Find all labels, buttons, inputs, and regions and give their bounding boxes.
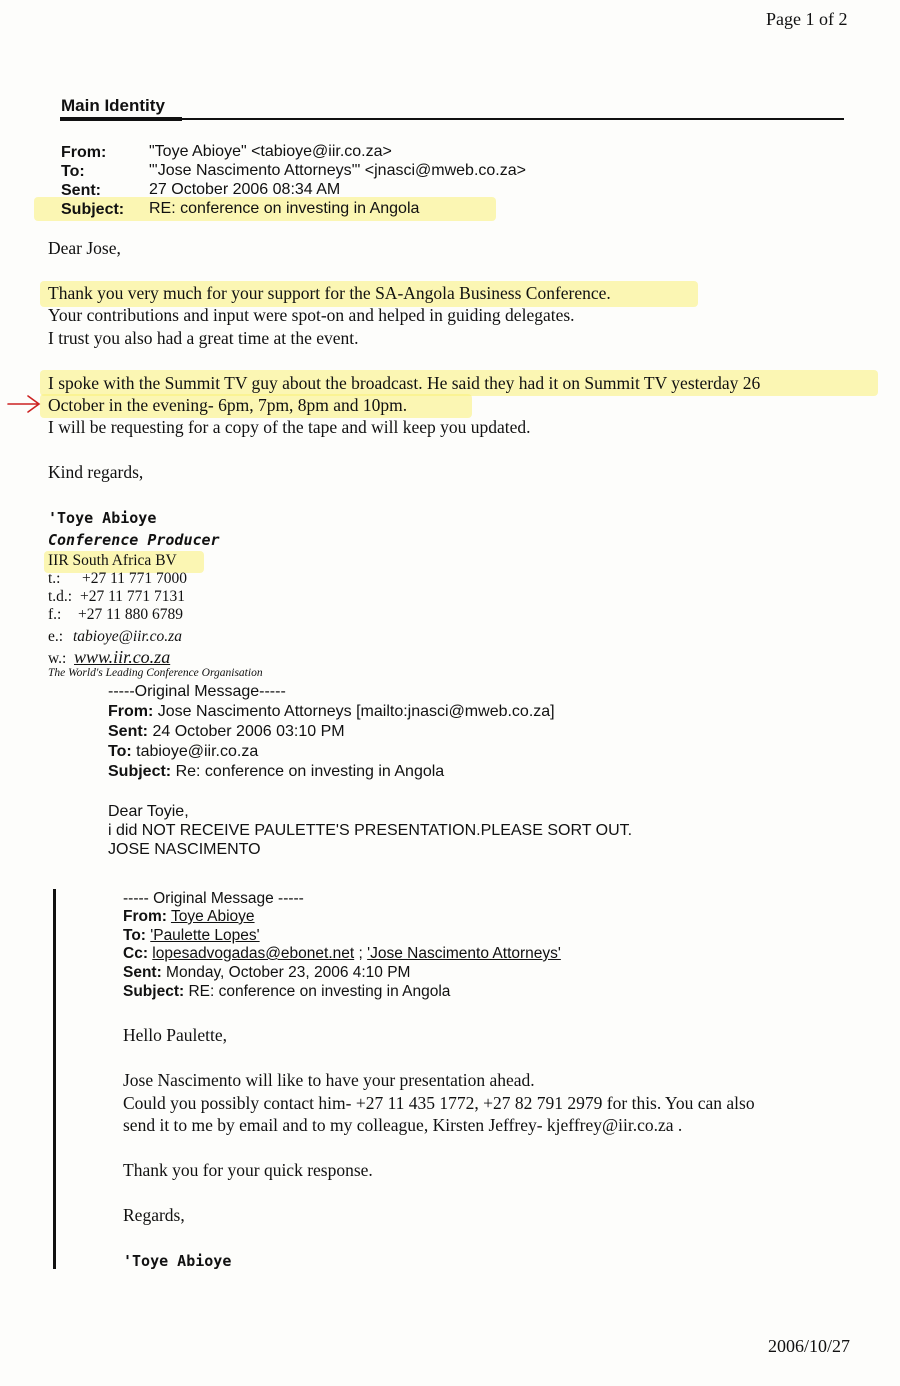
quote1-sent-label: Sent: [108, 723, 148, 740]
from-label: From: [61, 144, 107, 161]
body-line: I will be requesting for a copy of the tape and will keep you updated. [48, 417, 531, 437]
quote1-sent [108, 723, 345, 741]
quote2-from [123, 908, 255, 926]
body-line: October in the evening- 6pm, 7pm, 8pm and 10pm. [48, 395, 408, 415]
quote2-line: Jose Nascimento will like to have your presentation ahead. [123, 1070, 535, 1090]
quote2-regards: Regards, [123, 1205, 185, 1225]
quote2-cc-link1[interactable]: lopesadvogadas@ebonet.net [152, 945, 355, 962]
signature-fax-label: f.: [48, 606, 62, 623]
subject-value: RE: conference on investing in Angola [149, 200, 420, 217]
signature-phone-label: t.: [48, 570, 61, 587]
signature-email-label: e.: [48, 628, 64, 645]
quote2-cc [123, 945, 561, 963]
signature-fax: +27 11 880 6789 [78, 606, 184, 623]
quote2-cc-label: Cc: [123, 945, 148, 962]
signature-web-label: w.: [48, 650, 67, 667]
quote1-to-value: tabioye@iir.co.za [131, 743, 259, 760]
quote2-from-link[interactable]: Toye Abioye [170, 908, 255, 925]
quote2-signature-name: 'Toye Abioye [123, 1252, 232, 1270]
quote2-greeting: Hello Paulette, [123, 1025, 228, 1045]
quote2-sent-value: Monday, October 23, 2006 4:10 PM [161, 964, 411, 981]
quote2-sent [123, 964, 410, 982]
quote1-from-value: Jose Nascimento Attorneys [mailto:jnasci@mweb.co.za] [153, 703, 555, 720]
stamp-date: 2006/10/27 [767, 1336, 850, 1356]
body-line: I trust you also had a great time at the event. [48, 328, 359, 348]
signature-title: Conference Producer [48, 531, 220, 549]
signature-company: IIR South Africa BV [48, 552, 177, 569]
page-number: Page 1 of 2 [766, 9, 848, 29]
signature-direct: +27 11 771 7131 [80, 588, 186, 605]
body-line: Thank you very much for your support for the SA-Angola Business Conference. [48, 283, 611, 303]
signature-email-link[interactable]: tabioye@iir.co.za [73, 628, 182, 645]
quote-bar [53, 889, 56, 1269]
body-line: I spoke with the Summit TV guy about the broadcast. He said they had it on Summit TV yesterday 26 [48, 373, 761, 393]
quote1-to [108, 743, 258, 761]
quote1-subject [108, 763, 444, 781]
quote2-thanks: Thank you for your quick response. [123, 1160, 373, 1180]
quote2-from-label: From: [123, 908, 167, 925]
signature-phone: +27 11 771 7000 [82, 570, 188, 587]
quote1-separator: -----Original Message----- [108, 683, 286, 700]
from-value: "Toye Abioye" <tabioye@iir.co.za> [149, 143, 392, 160]
quote2-subject-label: Subject: [123, 983, 185, 1000]
quote1-subject-value: Re: conference on investing in Angola [171, 763, 445, 780]
signature-name: 'Toye Abioye [48, 509, 157, 527]
to-value: "'Jose Nascimento Attorneys'" <jnasci@mweb.co.za> [149, 162, 526, 179]
quote1-from [108, 703, 555, 721]
quote2-cc-separator: ; [354, 945, 368, 962]
arrow-icon [6, 393, 42, 415]
quote2-subject [123, 983, 450, 1001]
quote2-separator: ----- Original Message ----- [123, 890, 304, 907]
quote1-from-label: From: [108, 703, 154, 720]
quote2-to-link[interactable]: 'Paulette Lopes' [150, 927, 260, 944]
quote1-line: JOSE NASCIMENTO [108, 841, 261, 858]
quote2-subject-value: RE: conference on investing in Angola [184, 983, 451, 1000]
quote2-line: Could you possibly contact him- +27 11 435 1772, +27 82 791 2979 for this. You can also [123, 1093, 755, 1113]
quote1-subject-label: Subject: [108, 763, 172, 780]
sent-value: 27 October 2006 08:34 AM [149, 181, 341, 198]
quote2-line: send it to me by email and to my colleague, Kirsten Jeffrey- kjeffrey@iir.co.za . [123, 1115, 683, 1135]
signature-web-link[interactable]: www.iir.co.za [74, 647, 171, 667]
sent-label: Sent: [61, 182, 101, 199]
subject-label: Subject: [61, 201, 125, 218]
greeting: Dear Jose, [48, 238, 121, 258]
quote2-to-label: To: [123, 927, 146, 944]
quote1-sent-value: 24 October 2006 03:10 PM [148, 723, 345, 740]
divider-accent [60, 117, 182, 121]
to-label: To: [61, 163, 85, 180]
main-identity-heading: Main Identity [61, 96, 165, 115]
quote1-greeting: Dear Toyie, [108, 803, 189, 820]
quote1-line: i did NOT RECEIVE PAULETTE'S PRESENTATION.PLEASE SORT OUT. [108, 822, 633, 839]
signature-direct-label: t.d.: [48, 588, 73, 605]
quote2-sent-label: Sent: [123, 964, 162, 981]
quote2-cc-link2[interactable]: 'Jose Nascimento Attorneys' [367, 945, 561, 962]
closing: Kind regards, [48, 462, 144, 482]
signature-tagline: The World's Leading Conference Organisation [48, 667, 263, 679]
quote1-to-label: To: [108, 743, 132, 760]
body-line: Your contributions and input were spot-on and helped in guiding delegates. [48, 305, 575, 325]
quote2-to [123, 927, 260, 945]
